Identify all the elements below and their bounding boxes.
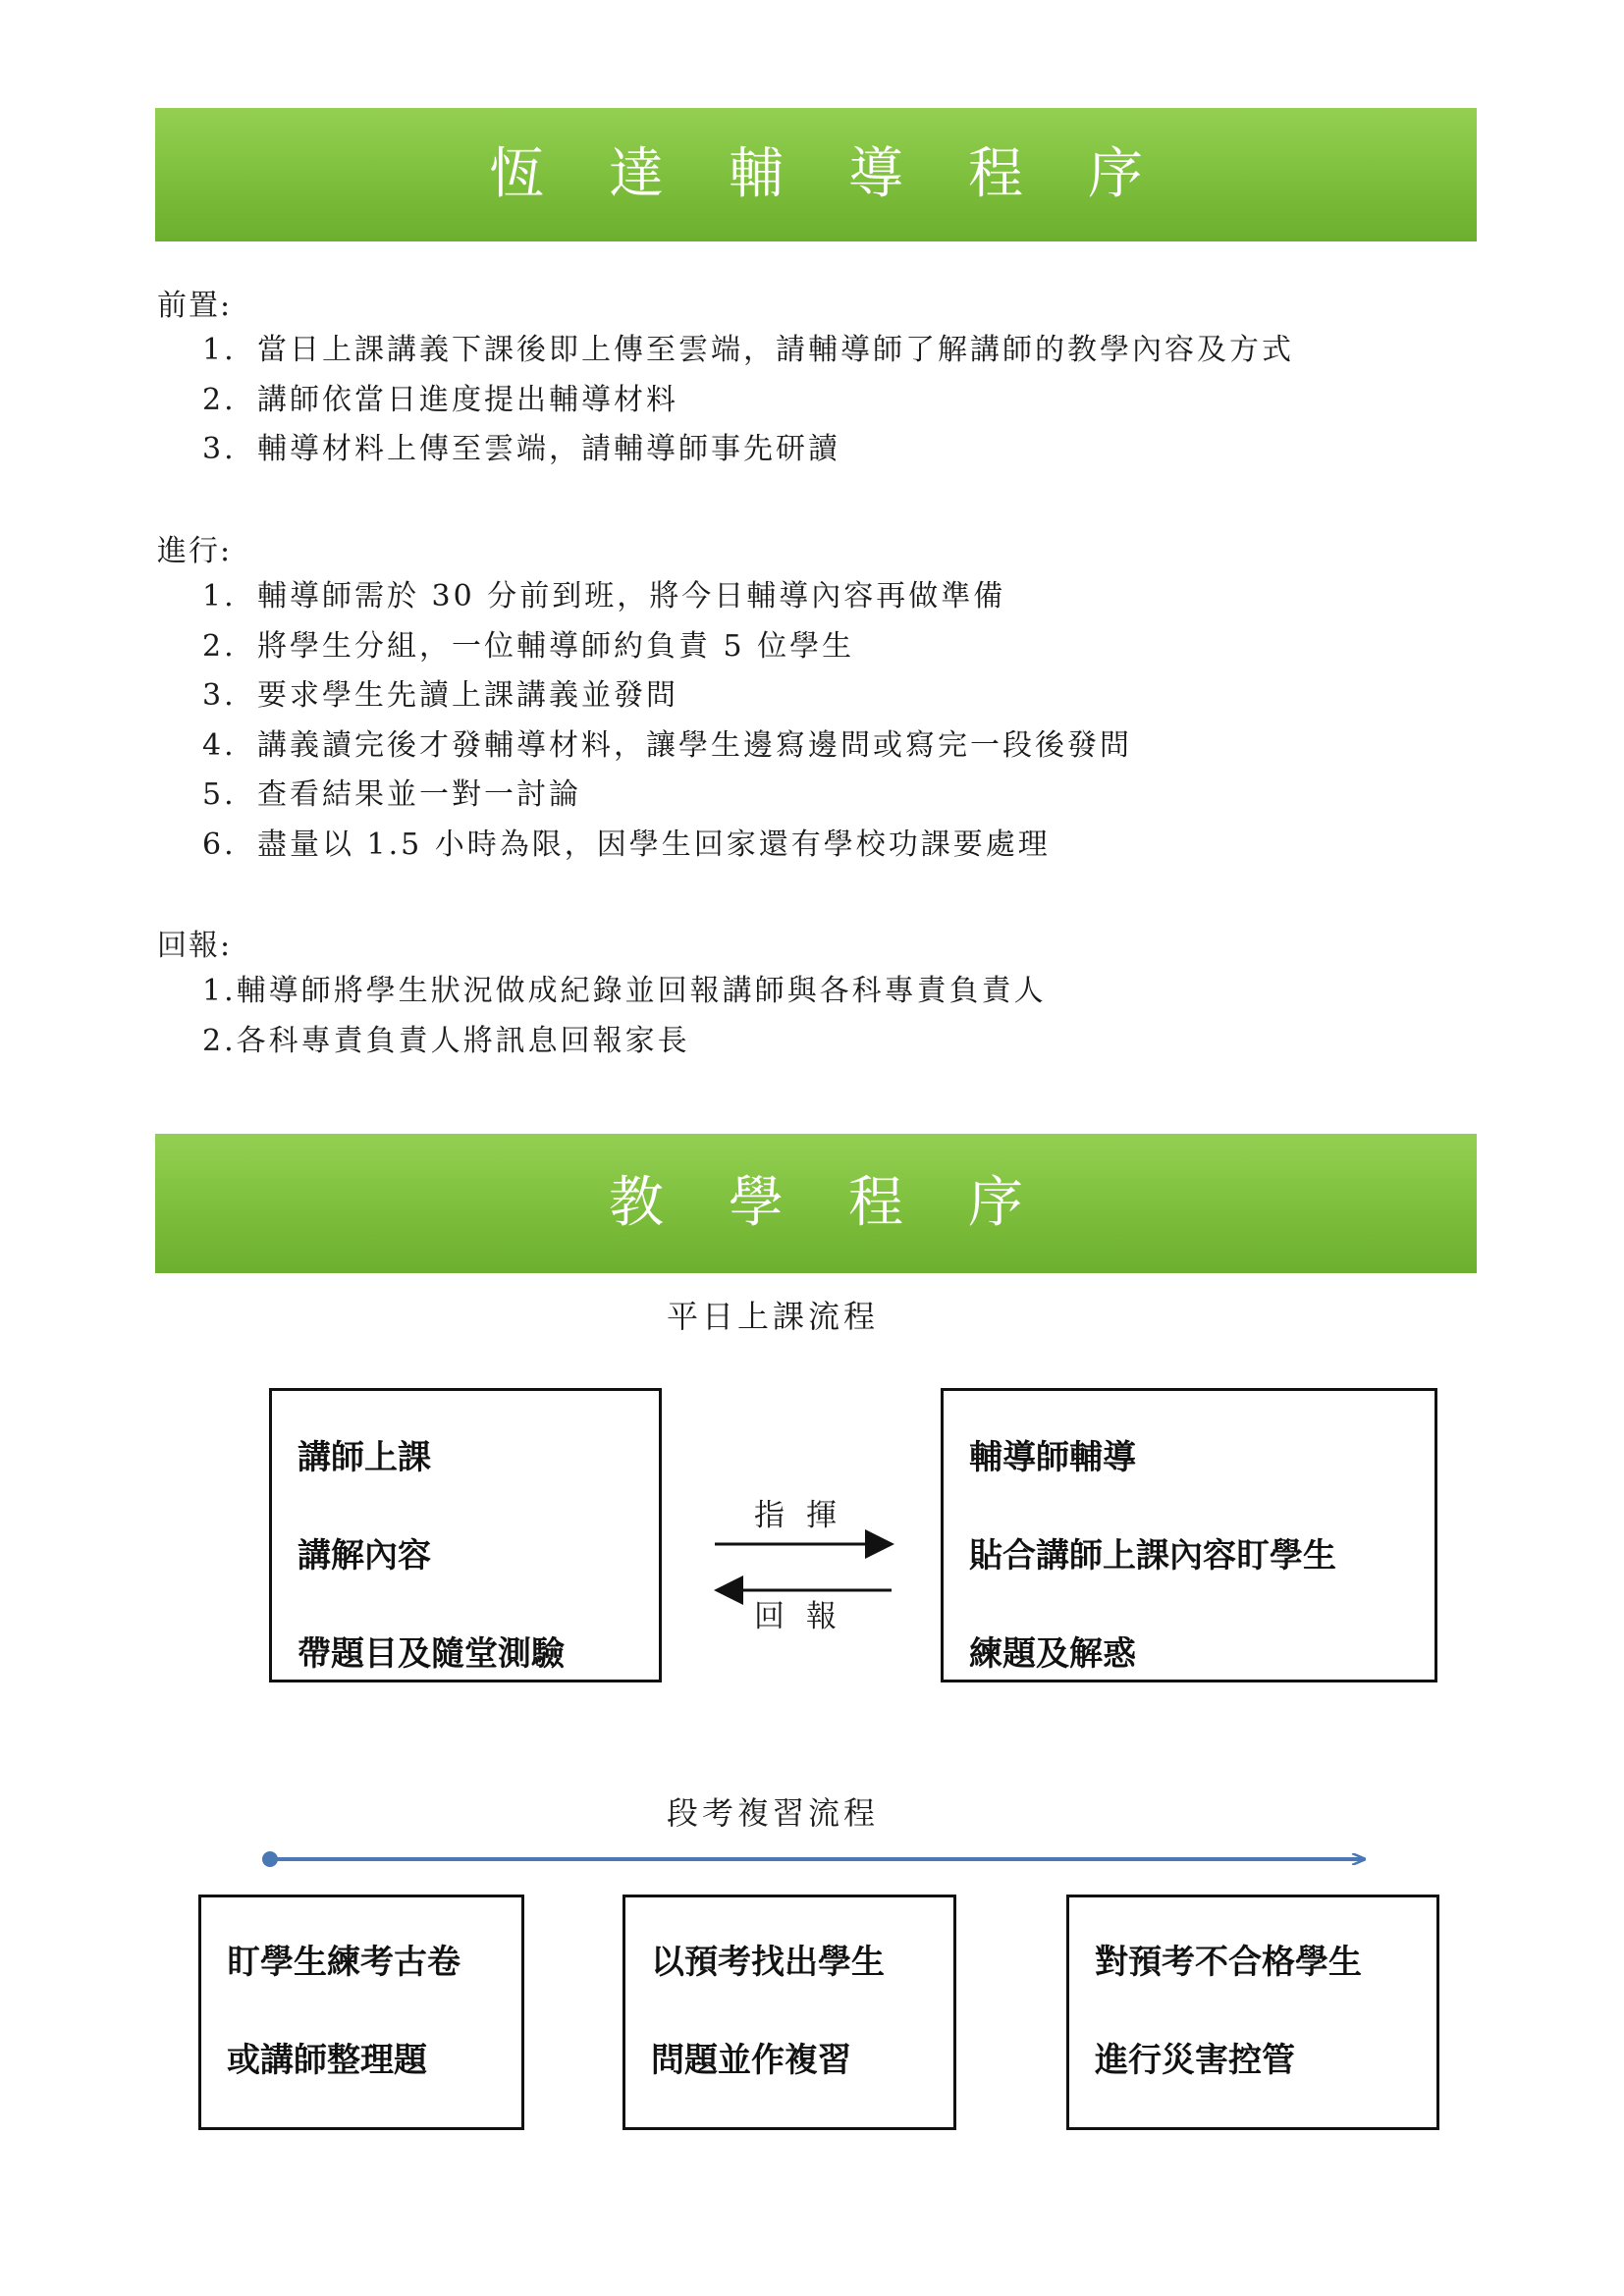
section-label-pre: 前置: bbox=[157, 289, 233, 323]
list-item: 5. 查看結果並一對一討論 bbox=[202, 777, 581, 812]
list-item: 3. 要求學生先讀上課講義並發問 bbox=[202, 678, 678, 713]
arrow-forward-label: 指揮 bbox=[754, 1498, 858, 1533]
exam-step-1-box bbox=[198, 1895, 524, 2130]
list-item: 1.輔導師將學生狀況做成紀錄並回報講師與各科專責負責人 bbox=[202, 974, 1047, 1008]
section-label-progress: 進行: bbox=[157, 534, 233, 568]
list-item: 3. 輔導材料上傳至雲端，請輔導師事先研讀 bbox=[202, 432, 840, 466]
list-item: 6. 盡量以 1.5 小時為限，因學生回家還有學校功課要處理 bbox=[202, 827, 1051, 862]
list-item: 4. 講義讀完後才發輔導材料，讓學生邊寫邊問或寫完一段後發問 bbox=[202, 727, 1132, 763]
arrow-back-label: 回報 bbox=[754, 1599, 858, 1634]
box-line: 盯學生練考古卷 bbox=[227, 1943, 460, 1982]
box-line: 問題並作複習 bbox=[651, 2041, 851, 2080]
weekday-flow-caption: 平日上課流程 bbox=[666, 1298, 879, 1335]
list-item: 2. 講師依當日進度提出輔導材料 bbox=[202, 382, 678, 417]
box-line: 以預考找出學生 bbox=[651, 1943, 885, 1982]
exam-flow-caption: 段考複習流程 bbox=[666, 1794, 879, 1832]
box-line: 或講師整理題 bbox=[227, 2041, 427, 2080]
box-line: 輔導師輔導 bbox=[969, 1438, 1136, 1477]
box-line: 帶題目及隨堂測驗 bbox=[298, 1634, 565, 1674]
list-item: 2. 將學生分組，一位輔導師約負責 5 位學生 bbox=[202, 628, 855, 664]
box-line: 講解內容 bbox=[298, 1536, 431, 1575]
list-item: 2.各科專責負責人將訊息回報家長 bbox=[202, 1023, 690, 1058]
box-line: 貼合講師上課內容盯學生 bbox=[969, 1536, 1336, 1575]
list-item: 1. 當日上課講義下課後即上傳至雲端，請輔導師了解講師的教學內容及方式 bbox=[202, 333, 1294, 367]
section-label-report: 回報: bbox=[157, 929, 233, 963]
box-line: 對預考不合格學生 bbox=[1095, 1943, 1362, 1982]
banner-title: 教學程序 bbox=[609, 1171, 1088, 1235]
box-line: 練題及解惑 bbox=[969, 1634, 1136, 1674]
list-item: 1. 輔導師需於 30 分前到班，將今日輔導內容再做準備 bbox=[202, 579, 1006, 614]
exam-step-2-box bbox=[623, 1895, 956, 2130]
box-line: 講師上課 bbox=[298, 1438, 431, 1477]
box-line: 進行災害控管 bbox=[1095, 2041, 1295, 2080]
exam-step-3-box bbox=[1066, 1895, 1439, 2130]
banner-title: 恆達輔導程序 bbox=[489, 142, 1208, 206]
